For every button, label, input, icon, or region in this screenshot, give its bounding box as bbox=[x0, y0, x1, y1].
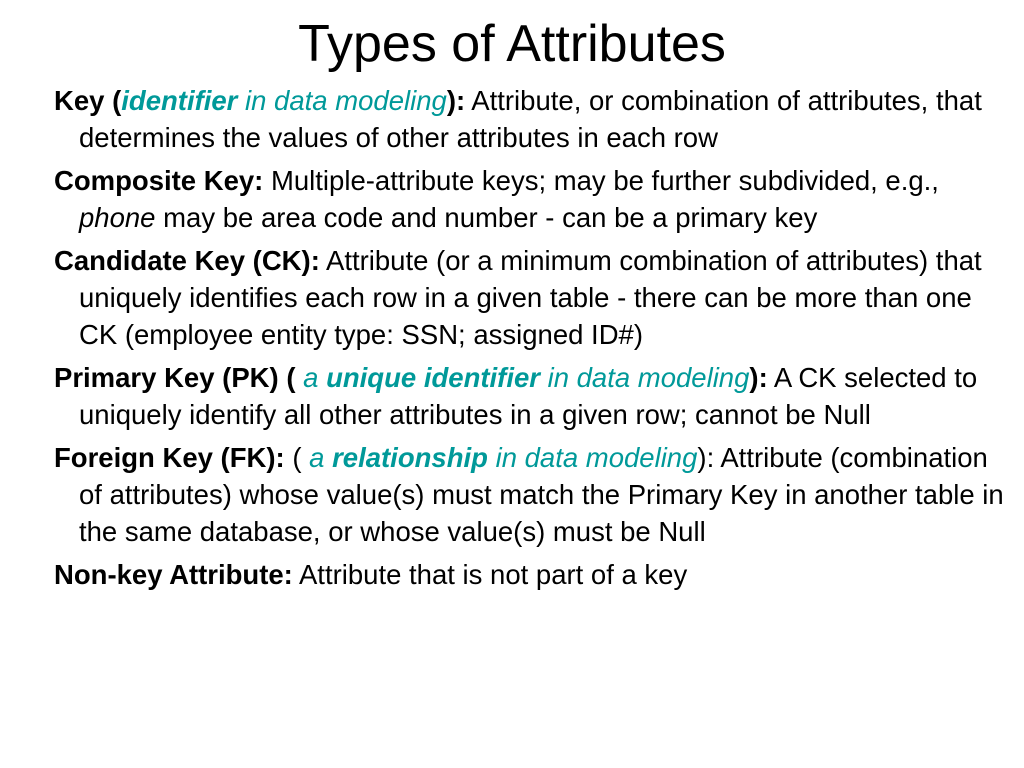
slide-title: Types of Attributes bbox=[298, 15, 726, 73]
definition-primary-key bbox=[54, 359, 1014, 433]
definition-candidate-key bbox=[54, 242, 1014, 353]
composite-key-term: Composite Key: bbox=[54, 165, 264, 196]
definition-foreign-key bbox=[54, 439, 1014, 550]
primary-key-term-open: Primary Key (PK) ( bbox=[54, 362, 296, 393]
candidate-key-description: Attribute (or a minimum combination of attributes) that uniquely identifies each row in a given table - there can be more than one CK (employee entity type: SSN; assigned ID#) bbox=[79, 245, 982, 350]
foreign-key-article: a bbox=[309, 442, 333, 473]
definition-composite-key bbox=[54, 162, 1014, 236]
primary-key-term-close: ): bbox=[749, 362, 768, 393]
foreign-key-open-paren: ( bbox=[284, 442, 310, 473]
foreign-key-description: Attribute (combination of attributes) whose value(s) must match the Primary Key in another table in the same database, or whose value(s) must be Null bbox=[79, 442, 1004, 547]
foreign-key-term: Foreign Key (FK): bbox=[54, 442, 285, 473]
primary-key-description: A CK selected to uniquely identify all other attributes in a given row; cannot be Null bbox=[79, 362, 978, 430]
foreign-key-emphasis: relationship bbox=[332, 442, 488, 473]
composite-key-description-b: may be area code and number - can be a primary key bbox=[155, 202, 818, 233]
definition-key bbox=[54, 82, 1014, 156]
key-emphasis: identifier bbox=[121, 85, 238, 116]
non-key-attribute-term: Non-key Attribute: bbox=[54, 559, 293, 590]
definition-non-key-attribute bbox=[54, 556, 1014, 593]
foreign-key-context: in data modeling bbox=[487, 442, 698, 473]
key-term-open: Key ( bbox=[54, 85, 122, 116]
key-term-close: ): bbox=[446, 85, 466, 116]
primary-key-emphasis: unique identifier bbox=[326, 362, 540, 393]
composite-key-description-a: Multiple-attribute keys; may be further subdivided, e.g., bbox=[263, 165, 939, 196]
non-key-attribute-description: Attribute that is not part of a key bbox=[292, 559, 688, 590]
foreign-key-close-paren: ): bbox=[697, 442, 715, 473]
primary-key-context: in data modeling bbox=[539, 362, 750, 393]
key-context: in data modeling bbox=[237, 85, 447, 116]
definition-list bbox=[54, 82, 1014, 599]
composite-key-example: phone bbox=[79, 202, 156, 233]
candidate-key-term: Candidate Key (CK): bbox=[54, 245, 320, 276]
primary-key-article: a bbox=[295, 362, 327, 393]
key-description: Attribute, or combination of attributes, that determines the values of other attributes in each row bbox=[79, 85, 982, 153]
